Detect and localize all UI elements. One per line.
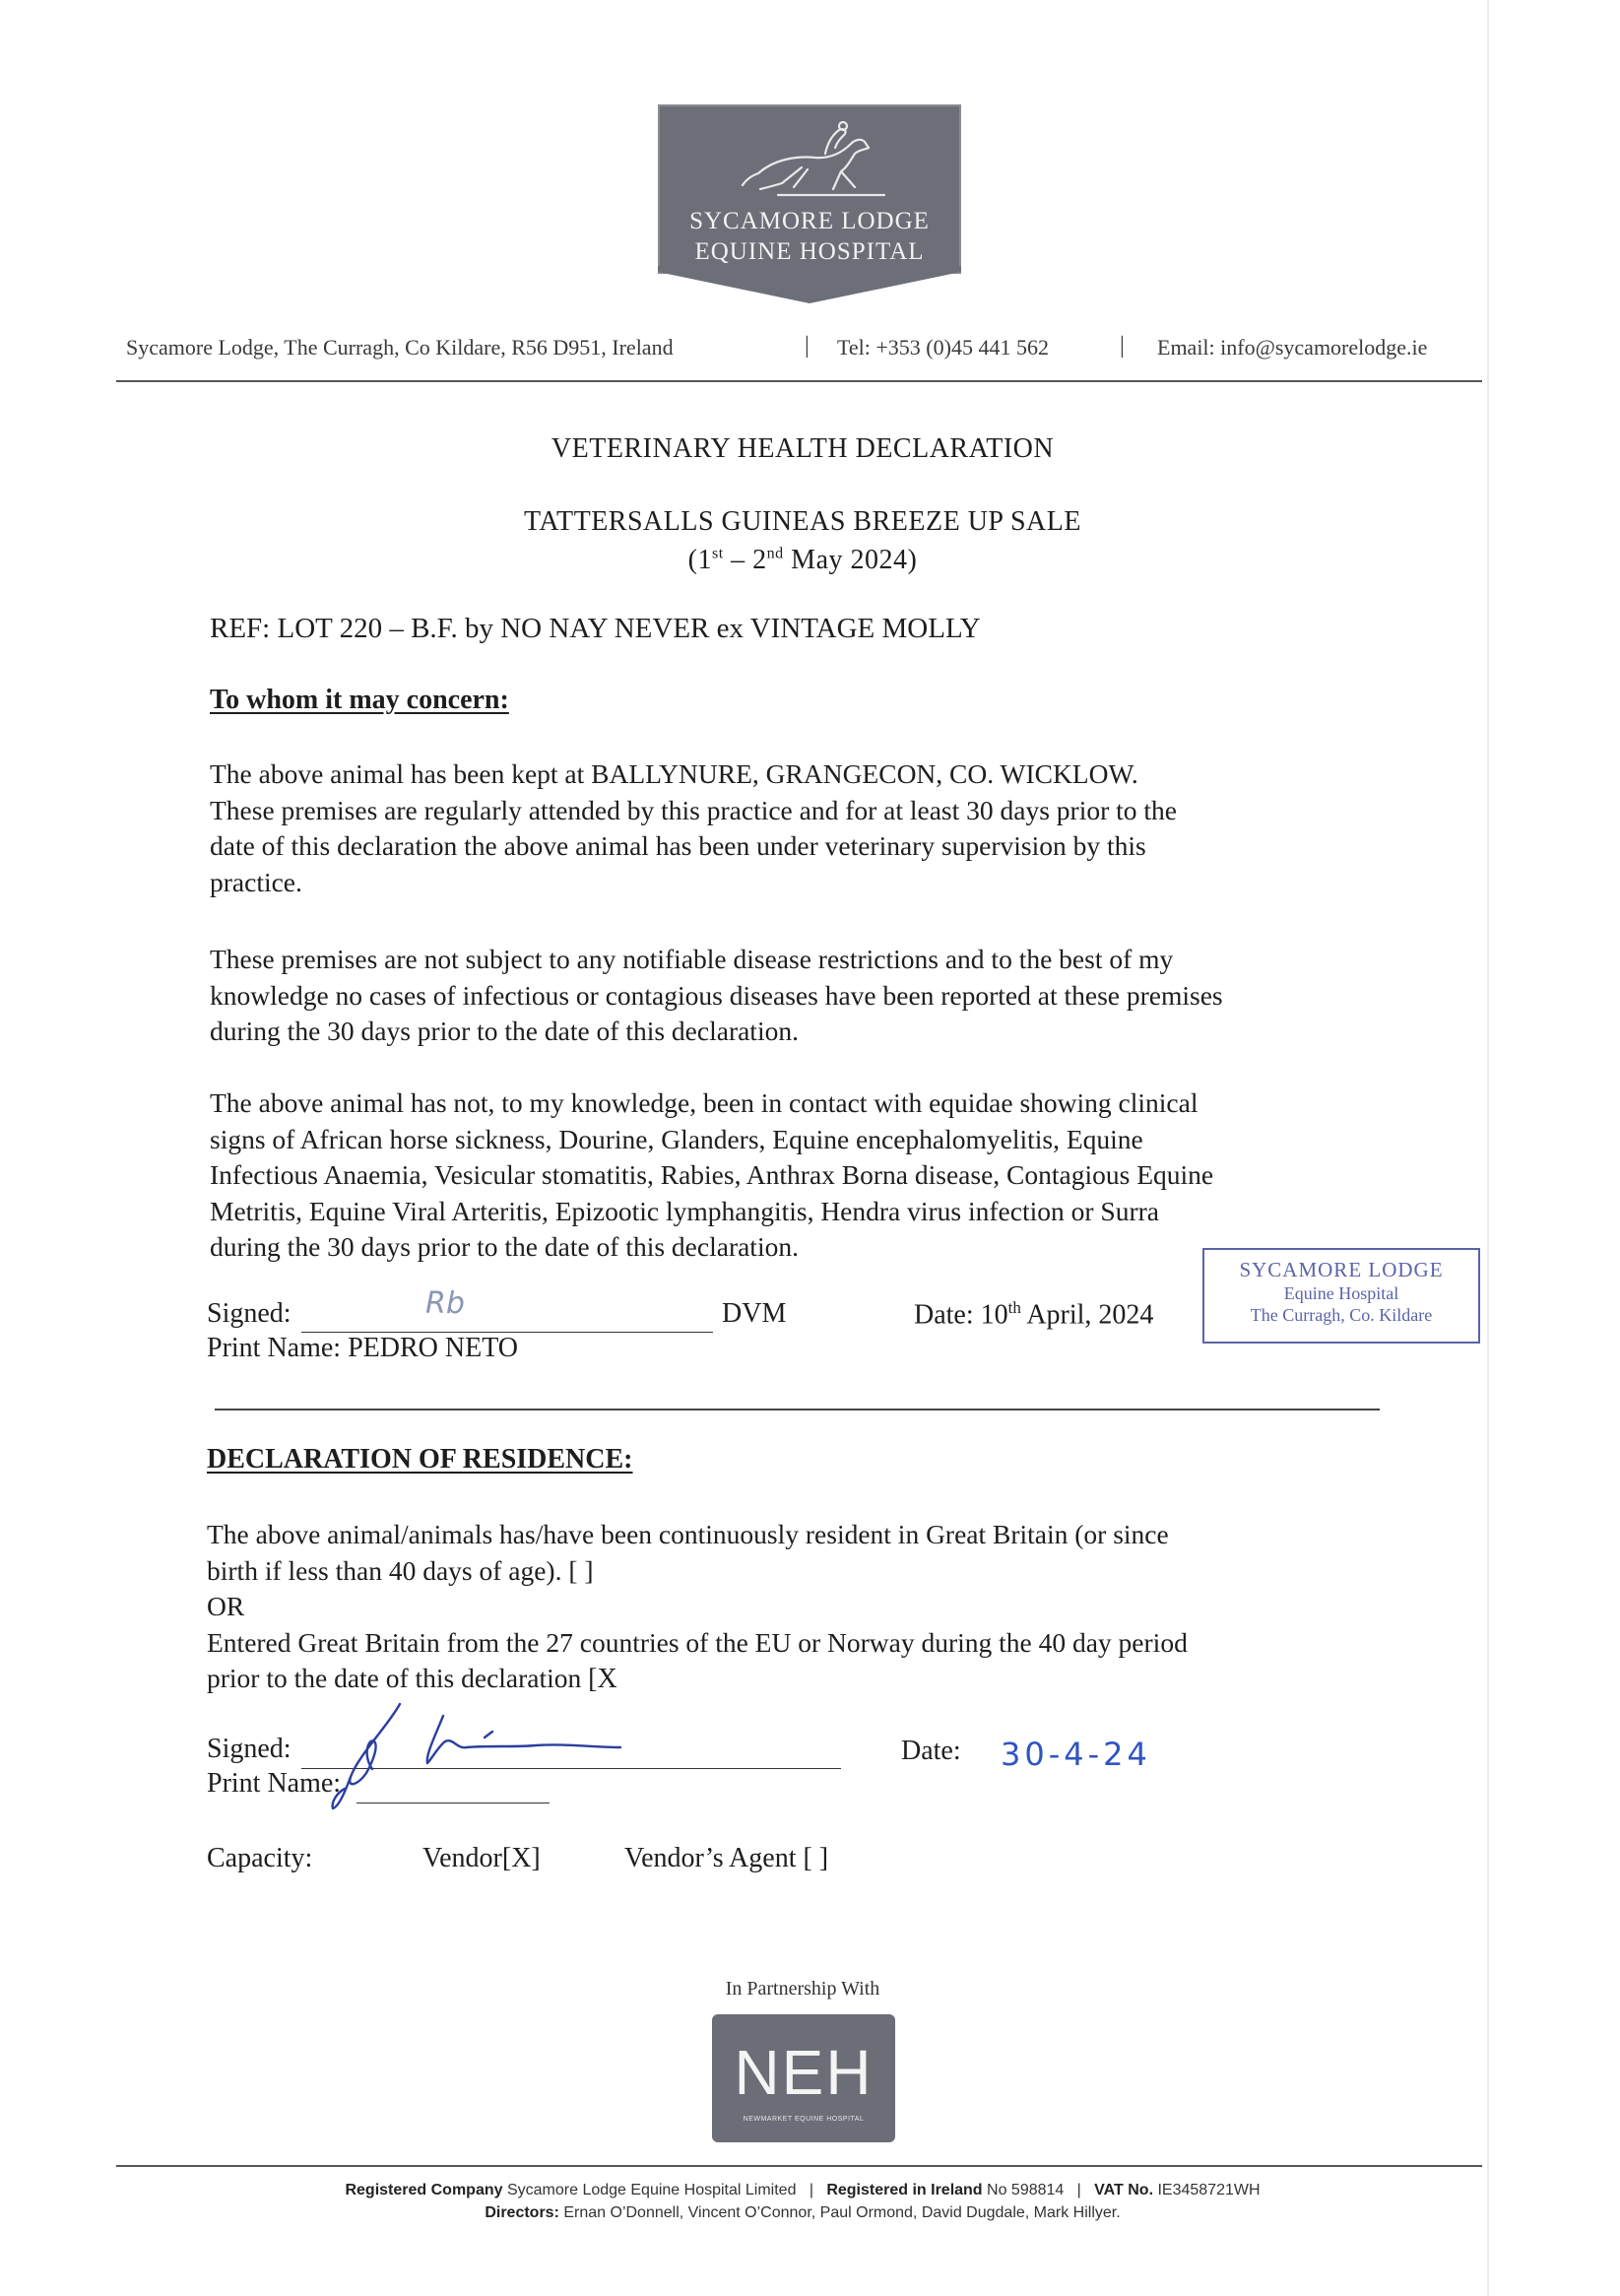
residence-heading: DECLARATION OF RESIDENCE: [207, 1444, 633, 1475]
header-rule [116, 380, 1482, 382]
vet-signed-label: Signed: [207, 1298, 292, 1329]
logo-title-line2: EQUINE HOSPITAL [694, 238, 925, 265]
section-divider [215, 1409, 1380, 1410]
owner-signature [329, 1686, 664, 1814]
residence-options: The above animal/animals has/have been continuously resident in Great Britain (or since birth if less than 40 days of age). [ ] OR Entered Great Britain from the 27 countries of the EU or Norway during the 40 day period prior to the date of this declaration [X [207, 1519, 1188, 1694]
hospital-logo [658, 104, 961, 274]
page-edge [1487, 0, 1489, 2296]
capacity-label: Capacity: [207, 1843, 313, 1873]
hospital-stamp: SYCAMORE LODGE Equine Hospital The Curragh, Co. Kildare [1202, 1248, 1480, 1344]
racehorse-icon [739, 118, 886, 203]
neh-logo-text: NEH [734, 2037, 874, 2108]
header-telephone: Tel: +353 (0)45 441 562 [837, 335, 1049, 360]
paragraph-restrictions: These premises are not subject to any notifiable disease restrictions and to the best of my knowledge no cases of infectious or contagious diseases have been reported at these premises during the 30 days prior to the date of this declaration. [210, 944, 1223, 1046]
header-separator: | [805, 333, 810, 359]
logo-title-line1: SYCAMORE LODGE [689, 208, 930, 234]
sale-dates: (1st – 2nd May 2024) [687, 545, 918, 575]
paragraph-diseases: The above animal has not, to my knowledge, been in contact with equidae showing clinical signs of African horse sickness, Dourine, Glanders, Equine encephalomyelitis, Equine Infectious Anaemia, Vesicular stomatitis, Rabies, Anthrax Borna disease, Contagious Equine Metritis, Equine Viral Arteritis, Epizootic lymphangitis, Hendra virus infection or Surra during the 30 days prior to the date of this declaration. [210, 1087, 1214, 1262]
paragraph-premises: The above animal has been kept at BALLYNURE, GRANGECON, CO. WICKLOW. These premises are regularly attended by this practice and for at least 30 days prior to the date of this declaration the above animal has been under veterinary supervision by this practice. [210, 758, 1177, 897]
capacity-vendor-agent: Vendor’s Agent [ ] [624, 1843, 829, 1873]
vet-print-name: Print Name: PEDRO NETO [207, 1333, 519, 1363]
neh-logo-subtitle: NEWMARKET EQUINE HOSPITAL [743, 2116, 865, 2123]
footer-rule [116, 2165, 1482, 2167]
capacity-vendor-mark: [X] [501, 1843, 541, 1873]
partner-label: In Partnership With [725, 1978, 880, 2000]
residence-option2-mark: [X [588, 1664, 617, 1694]
sale-name: TATTERSALLS GUINEAS BREEZE UP SALE [524, 506, 1081, 537]
owner-print-name-line [356, 1803, 550, 1804]
salutation: To whom it may concern: [210, 685, 509, 715]
header-separator: | [1120, 333, 1125, 359]
footer-registration: Registered Company Sycamore Lodge Equine Hospital Limited | Registered in Ireland No 598814 | VAT No. IE3458721WH [345, 2182, 1261, 2198]
footer-directors: Directors: Ernan O’Donnell, Vincent O’Connor, Paul Ormond, David Dugdale, Mark Hillyer. [485, 2204, 1121, 2221]
header-address: Sycamore Lodge, The Curragh, Co Kildare, R56 D951, Ireland [126, 335, 674, 360]
lot-reference: REF: LOT 220 – B.F. by NO NAY NEVER ex VINTAGE MOLLY [210, 613, 981, 644]
vet-signature: Rb [425, 1286, 465, 1321]
header-email: Email: info@sycamorelodge.ie [1157, 335, 1428, 360]
vet-date: Date: 10th April, 2024 [914, 1298, 1154, 1331]
logo-ribbon [658, 266, 961, 307]
owner-signed-label: Signed: [207, 1734, 292, 1764]
document-title: VETERINARY HEALTH DECLARATION [551, 433, 1055, 464]
owner-date-value: 30-4-24 [1001, 1736, 1151, 1773]
owner-date-label: Date: [901, 1736, 961, 1766]
neh-logo [712, 2014, 895, 2142]
vet-title: DVM [722, 1298, 787, 1329]
capacity-vendor: Vendor[X] [422, 1843, 541, 1873]
owner-print-name-label: Print Name: [207, 1768, 342, 1799]
